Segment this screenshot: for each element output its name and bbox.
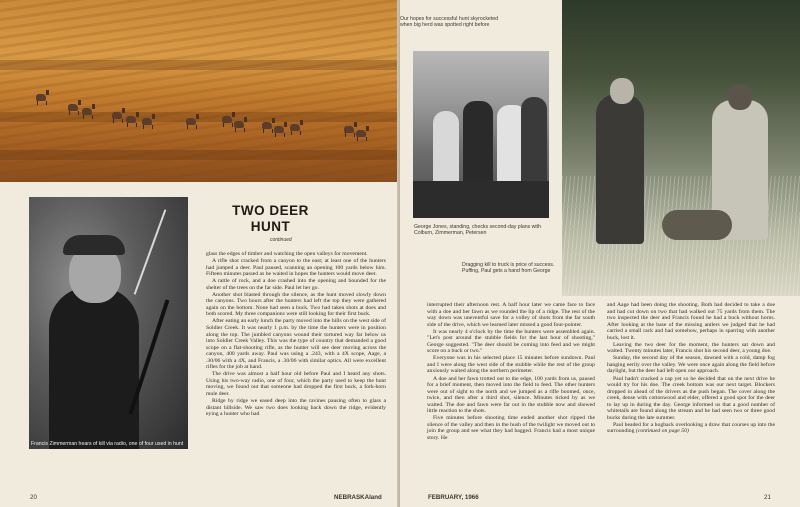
page-number-left: 20 [30, 494, 37, 501]
article-title [208, 203, 333, 235]
radio-hunter-photo [29, 197, 188, 449]
right-page [400, 0, 800, 507]
paragraph: A doe and her fawn trotted out to the edge, 100 yards from us, paused for a brief moment, then moved into the field to feed. The other hunters were out of sight to the north and we jumped as a rifle boomed, once, twice, and then after a third shot, silence. Minutes ticked by as we waited. The doe and fawn were far out in the stubble now and showed little reaction to the shots. [427, 375, 595, 415]
left-page [0, 0, 399, 507]
title-line-1: TWO DEER [232, 203, 309, 218]
paragraph: glass the edges of timber and watching the open valleys for movement. [206, 251, 368, 257]
dragging-deer-photo [562, 0, 800, 296]
paragraph [607, 422, 775, 435]
issue-date: FEBRUARY, 1966 [428, 494, 479, 501]
paragraph: Ridge by ridge we eased deep into the ravines pausing often to glass a distant hillside. We saw two does looking back down the ridge, evidently eying a hunter who had [206, 398, 386, 418]
paragraph: Paul hadn't cracked a cap yet so he decided that on the next drive he would try for his doe. The creek bottom was our next target. Blockers dropped in ahead of the drivers as the push began. The cover along the creek, dense with cottonwood and elder, offered a good spot for the deer to lay up in during the day. George informed us that a good number of whitetails are found along the stream and he had seen two or three good bucks during the late summer. [607, 375, 775, 421]
dragging-photo-caption: Dragging kill to truck is price of success. Puffing, Paul gets a hand from George [462, 262, 555, 275]
radio-photo-caption: Francis Zimmerman hears of kill via radio, one of four used in hunt [31, 440, 184, 447]
left-column-text [206, 251, 386, 418]
page-number-right: 21 [764, 494, 771, 501]
paragraph: Sunday, the second day of the season, dawned with a cold, damp fog hanging eerily over the valley. We were once again along the field before daylight, but the deer had left open our approach. [607, 355, 775, 375]
deer-herd-photo [0, 0, 399, 182]
planning-photo-caption: George Jones, standing, checks second-day plans with Colburn, Zimmerman, Petersen [414, 224, 541, 237]
paragraph: Another shot blasted through the silence, as the hunt moved slowly down the canyons. Two hours after the hunters had left the top they were gathered again on the bottom. None had seen a buck. Two had taken shots at does and both scored. My three companions were still looking for their first buck. [206, 291, 386, 318]
continued-label: continued [270, 237, 292, 243]
right-column-1-text [427, 302, 595, 442]
paragraph: The drive was almost a half hour old before Paul and I heard any shots. Using his two-way radio, one of four, which the party used to keep the hunt moving, we found out that someone had dropped the first buck, a fork-horn mule deer. [206, 371, 386, 397]
paragraph: A rattle of rock, and a doe crashed into the opening and bounded for the shelter of the trees on the far side. Paul let her go. [206, 278, 386, 291]
right-column-2-text [607, 302, 775, 435]
paragraph: Leaving the two deer for the moment, the hunters sat down and waited. Twenty minutes later, Francis shot his second deer, a young doe. [607, 341, 775, 355]
paragraph: Everyone was in his selected place 15 minutes before sundown. Paul and I were along the west side of the stubble while the rest of the group anxiously waited along the northern perimeter. [427, 355, 595, 375]
paragraph: After eating an early lunch the party moved into the hills on the west side of Soldier Creek. It was nearly 1 p.m. by the time the hunters were in position along the top. The jumbled canyons wound their tortured way far below us into Soldier Creek Valley. This was the type of country that demanded a good scope on a flat-shooting rifle, as the hunter will see deer moving across the canyon, 400 yards away. Paul was using a .243, with a 4X scope, Aage, a .30/06 with a 4X, and Francis, a .30/06 with similar optics. All were excellent rifles for the job at hand. [206, 318, 386, 371]
paragraph: Five minutes before shooting time ended another shot ripped the silence of the valley and then in the hush of the twilight we moved out to join the group and see what they had bagged. Francis had a most unique story. He [427, 415, 595, 441]
paragraph: interrupted their afternoon rest. A half hour later we came face to face with a doe and her fawn as we rounded the lip of a ridge. The rest of the way down was uneventful save for a volley of shots from the far south side of the drive, which we learned later missed a good four-pointer. [427, 302, 595, 328]
hunters-planning-photo [413, 51, 549, 218]
paragraph-text: Paul headed for a hogback overlooking a draw that courses up into the surrounding [607, 421, 775, 435]
magazine-name: NEBRASKAland [334, 494, 382, 501]
title-line-2: HUNT [250, 219, 291, 234]
paragraph: and Aage had been doing the shooting. Both had decided to take a doe and had cut down on two that had walked out 75 yards from them. The two inspected the deer and Francis found he had a buck without horns. After looking at the base of the missing antlers we judged that he had carried a small rack and had somehow, perhaps in sparring with another buck, lost it. [607, 302, 775, 341]
paragraph: It was nearly 4 o'clock by the time the hunters were assembled again. "Let's post around the stubble fields for the last hour of shooting," George suggested. "The deer should be coming into feed and we might score on a buck or two." [427, 328, 595, 355]
paragraph: A rifle shot cracked from a canyon to the east; at least one of the hunters had jumped a deer. Paul paused, scanning an opening 100 yards below him. Fifteen minutes passed as he waited in hopes the hunters would move deer. [206, 258, 386, 278]
continued-on-link[interactable]: (continued on page 50) [635, 428, 689, 435]
top-caption: Our hopes for successful hunt skyrocketed when big herd was spotted right before [400, 16, 499, 29]
